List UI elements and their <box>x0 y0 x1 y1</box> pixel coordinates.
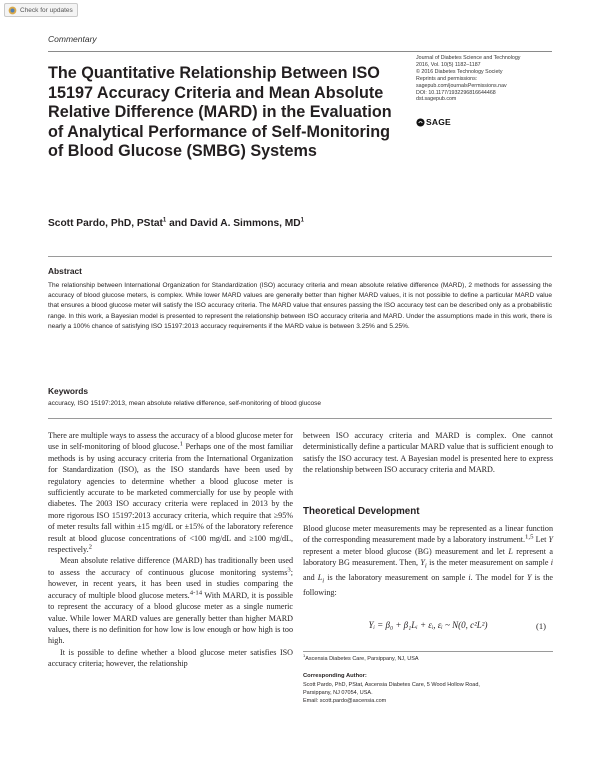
affiliation-text: Ascensia Diabetes Care, Parsippany, NJ, USA <box>305 656 419 662</box>
citation: 1 <box>179 440 183 448</box>
paragraph-text: Perhaps one of the most familiar methods is by using accuracy criteria from the International Organization for Standardization (ISO), as the ISO standards have been used by regulatory agencies to determine whether a blood glucose meter is sufficiently accurate to be marketed commercially for use by people with diabetes. The 2003 ISO accuracy criteria were replaced in 2013 by the more rigorous ISO 15197:2013 accuracy criteria, which require that ≥95% of meter results fall within ±15 mg/dL or ±15% of the laboratory reference result at blood glucose concentrations of <100 mg/dL and ≥100 mg/dL, respectively. <box>48 442 293 555</box>
author-1: Scott Pardo, PhD, PStat <box>48 218 163 229</box>
paragraph-text: and <box>303 573 318 583</box>
reprints-label: Reprints and permissions: <box>416 75 478 82</box>
body-right-column-continued <box>303 523 553 599</box>
citation: 4-14 <box>189 589 203 596</box>
variable: Y <box>527 573 532 583</box>
journal-info <box>416 55 556 103</box>
footnote-divider <box>303 651 553 652</box>
corresponding-author-details <box>303 682 553 705</box>
paragraph-text: It is possible to define whether a blood glucose meter satisfies ISO accuracy criteria; however, the relationship <box>48 647 293 669</box>
affiliation-marker: 1 <box>303 653 306 659</box>
author-list <box>48 218 304 229</box>
body-right-column <box>303 430 553 476</box>
copyright: © 2016 Diabetes Technology Society <box>416 68 503 75</box>
paragraph-text: Blood glucose meter measurements may be represented as a linear function of the corresponding measurement made by a laboratory instrument. <box>303 524 553 545</box>
doi[interactable]: DOI: 10.1177/1932296816644468 <box>416 89 496 96</box>
paragraph-text: represent a laboratory BG measurement. Then, <box>303 546 553 568</box>
equation-number: (1) <box>536 621 546 631</box>
corresponding-author-line: Scott Pardo, PhD, PStat, Ascensia Diabetes Care, 5 Wood Hollow Road, <box>303 682 480 688</box>
paragraph-text: With MARD, it is possible to represent the accuracy of a blood glucose meter as a single numeric value. While lower MARD values are generally better than higher MARD values, there is no definition for how low is low enough or how high is too high. <box>48 590 293 646</box>
body-left-column <box>48 430 293 670</box>
section-heading: Theoretical Development <box>303 506 420 517</box>
paragraph-text: Let <box>533 535 549 545</box>
corresponding-author-heading: Corresponding Author: <box>303 673 367 679</box>
body-paragraph <box>48 647 293 670</box>
variable: L <box>508 546 513 556</box>
body-paragraph: between ISO accuracy criteria and MARD is complex. One cannot deterministically define a particular MARD value that is sufficient enough to satisfy the ISO accuracy test. A Bayesian model is presented here to express the relationship between ISO accuracy criteria and MARD. <box>303 431 553 475</box>
author-2: David A. Simmons, MD <box>190 218 301 229</box>
corresponding-author-email[interactable]: Email: scott.pardo@ascensia.com <box>303 697 387 704</box>
model-equation: Yᵢ = β₀ + β₁Lᵢ + εᵢ, εᵢ ~ N(0, c²L²) <box>368 620 488 630</box>
sage-logo-icon <box>416 118 425 127</box>
variable: L <box>317 573 323 583</box>
paragraph-text: Mean absolute relative difference (MARD) has traditionally been used to assess the accuracy of continuous glucose monitoring systems <box>48 556 293 577</box>
body-paragraph <box>48 430 293 555</box>
journal-volume: 2016, Vol. 10(5) 1182–1187 <box>416 61 481 68</box>
header-divider <box>48 51 552 52</box>
abstract-top-divider <box>48 256 552 257</box>
publisher-name: SAGE <box>426 117 451 127</box>
variable: i <box>468 573 471 583</box>
check-updates-icon <box>8 6 17 15</box>
citation: 1,5 <box>525 533 534 541</box>
author-2-affiliation: 1 <box>300 217 304 224</box>
variable: Y <box>420 558 425 568</box>
variable: i <box>550 558 553 568</box>
paragraph-text: There are multiple ways to assess the accuracy of a blood glucose meter for use in self-monitoring of blood glucose. <box>48 431 293 452</box>
paragraph-text: is the meter measurement on sample <box>426 558 551 568</box>
paragraph-text: is the following: <box>303 573 553 598</box>
section-label: Commentary <box>48 34 97 44</box>
variable: Y <box>548 535 553 545</box>
author-1-affiliation: 1 <box>162 217 167 224</box>
abstract-text: The relationship between International Organization for Standardization (ISO) accuracy criteria and mean absolute relative difference (MARD), 2 methods for assessing the accuracy of blood glucose meters, is complex. While lower MARD values are generally better than higher MARD values, it is not possible to define a particular MARD value that ensures a blood glucose meter will satisfy the ISO accuracy criteria. The MARD value that ensures passing the ISO accuracy test can be described only as a probabilistic range. In this work, a Bayesian model is presented to represent the relationship between ISO accuracy criteria and MARD. Under the assumptions made in this work, there is nearly a 100% chance of satisfying ISO 15197:2013 accuracy requirements if the MARD value is between 3.25% and 5.25%. <box>48 282 552 330</box>
subscript: i <box>424 562 427 570</box>
author-conjunction: and <box>166 218 191 229</box>
paragraph-text: . The model for <box>470 573 528 583</box>
check-updates-label: Check for updates <box>20 6 73 14</box>
affiliation <box>303 653 419 662</box>
check-for-updates-badge[interactable] <box>4 3 78 17</box>
citation: 2 <box>88 543 92 551</box>
body-paragraph <box>303 523 553 599</box>
subscript: i <box>322 577 325 585</box>
corresponding-author-line: Parsippany, NJ 07054, USA. <box>303 689 373 696</box>
citation: 3 <box>287 566 291 574</box>
paragraph-text: represent a meter blood glucose (BG) measurement and let <box>303 546 509 556</box>
paragraph-text: ; however, in recent years, it has been used in studies comparing the accuracy of multiple blood glucose meters. <box>48 567 293 600</box>
article-title: The Quantitative Relationship Between ISO 15197 Accuracy Criteria and Mean Absolute Relative Difference (MARD) in the Evaluation of Analytical Performance of Self-Monitoring of Blood Glucose (SMBG) Systems <box>48 64 392 160</box>
permissions-link[interactable]: sagepub.com/journalsPermissions.nav <box>416 82 507 89</box>
body-paragraph <box>48 555 293 646</box>
paragraph-text: is the laboratory measurement on sample <box>324 573 469 583</box>
journal-url[interactable]: dst.sagepub.com <box>416 96 457 103</box>
keywords-heading: Keywords <box>48 386 89 396</box>
journal-name: Journal of Diabetes Science and Technology <box>416 55 521 61</box>
publisher-logo <box>416 117 451 127</box>
abstract-heading: Abstract <box>48 266 82 276</box>
keywords-text: accuracy, ISO 15197:2013, mean absolute relative difference, self-monitoring of blood glucose <box>48 400 322 407</box>
abstract-bottom-divider <box>48 418 552 419</box>
